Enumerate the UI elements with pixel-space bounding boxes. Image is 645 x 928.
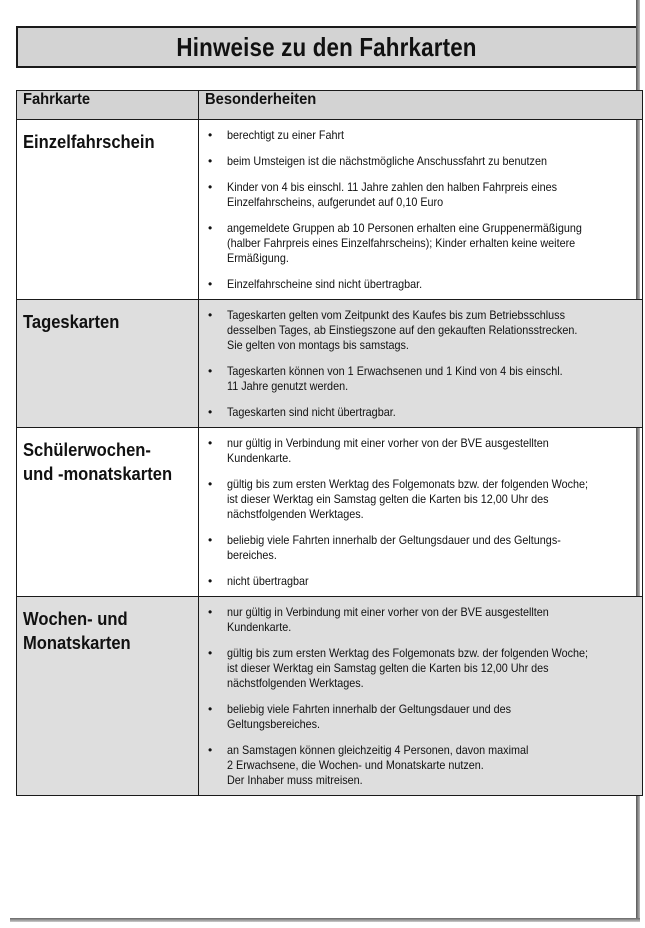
list-item: • Kinder von 4 bis einschl. 11 Jahre zahlen den halben Fahrpreis eines Einzelfahrscheins, aufgerundet auf 0,10 Euro	[207, 180, 642, 210]
list-item: • Tageskarten gelten vom Zeitpunkt des Kaufes bis zum Betriebsschluss desselben Tages, ab Einstiegszone auf den gekauften Relationsstrecken. Sie gelten von montags bis samstags.	[207, 308, 642, 353]
ticket-details	[199, 597, 643, 796]
ticket-name: Schülerwochen- und -monatskarten	[17, 428, 199, 597]
list-item: • Tageskarten sind nicht übertragbar.	[207, 405, 642, 420]
page-title: Hinweise zu den Fahrkarten	[176, 31, 478, 62]
ticket-details	[199, 428, 643, 597]
title-banner	[16, 26, 636, 68]
bullet-list	[207, 436, 642, 589]
list-item: • nur gültig in Verbindung mit einer vorher von der BVE ausgestellten Kundenkarte.	[207, 436, 642, 466]
ticket-details	[199, 120, 643, 300]
list-item: • Einzelfahrscheine sind nicht übertragbar.	[207, 277, 642, 292]
ticket-info-table	[16, 90, 643, 796]
bullet-list	[207, 605, 642, 788]
table-header-row	[17, 91, 643, 120]
list-item: • beliebig viele Fahrten innerhalb der Geltungsdauer und des Geltungs- bereiches.	[207, 533, 642, 563]
ticket-name: Wochen- und Monatskarten	[17, 597, 199, 796]
ticket-name: Einzelfahrschein	[17, 120, 199, 300]
column-header-besonderheiten: Besonderheiten	[199, 91, 643, 120]
bullet-list	[207, 128, 642, 292]
table-row-einzelfahrschein	[17, 120, 643, 300]
list-item: • nicht übertragbar	[207, 574, 642, 589]
bullet-list	[207, 308, 642, 420]
list-item: • nur gültig in Verbindung mit einer vorher von der BVE ausgestellten Kundenkarte.	[207, 605, 642, 635]
page-shadow-bottom	[10, 918, 640, 922]
table-row-schuelerkarten	[17, 428, 643, 597]
list-item: • angemeldete Gruppen ab 10 Personen erhalten eine Gruppenermäßigung (halber Fahrpreis eines Einzelfahrscheins); Kinder erhalten keine weitere Ermäßigung.	[207, 221, 642, 266]
list-item: • an Samstagen können gleichzeitig 4 Personen, davon maximal 2 Erwachsene, die Wochen- und Monatskarte nutzen. Der Inhaber muss mitreisen.	[207, 743, 642, 788]
list-item: • beim Umsteigen ist die nächstmögliche Anschussfahrt zu benutzen	[207, 154, 642, 169]
list-item: • berechtigt zu einer Fahrt	[207, 128, 642, 143]
list-item: • gültig bis zum ersten Werktag des Folgemonats bzw. der folgenden Woche; ist dieser Werktag ein Samstag gelten die Karten bis 12,00 Uhr des nächstfolgenden Werktages.	[207, 477, 642, 522]
table-row-wochen-monatskarten	[17, 597, 643, 796]
column-header-fahrkarte: Fahrkarte	[17, 91, 199, 120]
ticket-name: Tageskarten	[17, 300, 199, 428]
list-item: • beliebig viele Fahrten innerhalb der Geltungsdauer und des Geltungsbereiches.	[207, 702, 642, 732]
list-item: • Tageskarten können von 1 Erwachsenen und 1 Kind von 4 bis einschl. 11 Jahre genutzt werden.	[207, 364, 642, 394]
ticket-details	[199, 300, 643, 428]
list-item: • gültig bis zum ersten Werktag des Folgemonats bzw. der folgenden Woche; ist dieser Werktag ein Samstag gelten die Karten bis 12,00 Uhr des nächstfolgenden Werktages.	[207, 646, 642, 691]
table-row-tageskarten	[17, 300, 643, 428]
